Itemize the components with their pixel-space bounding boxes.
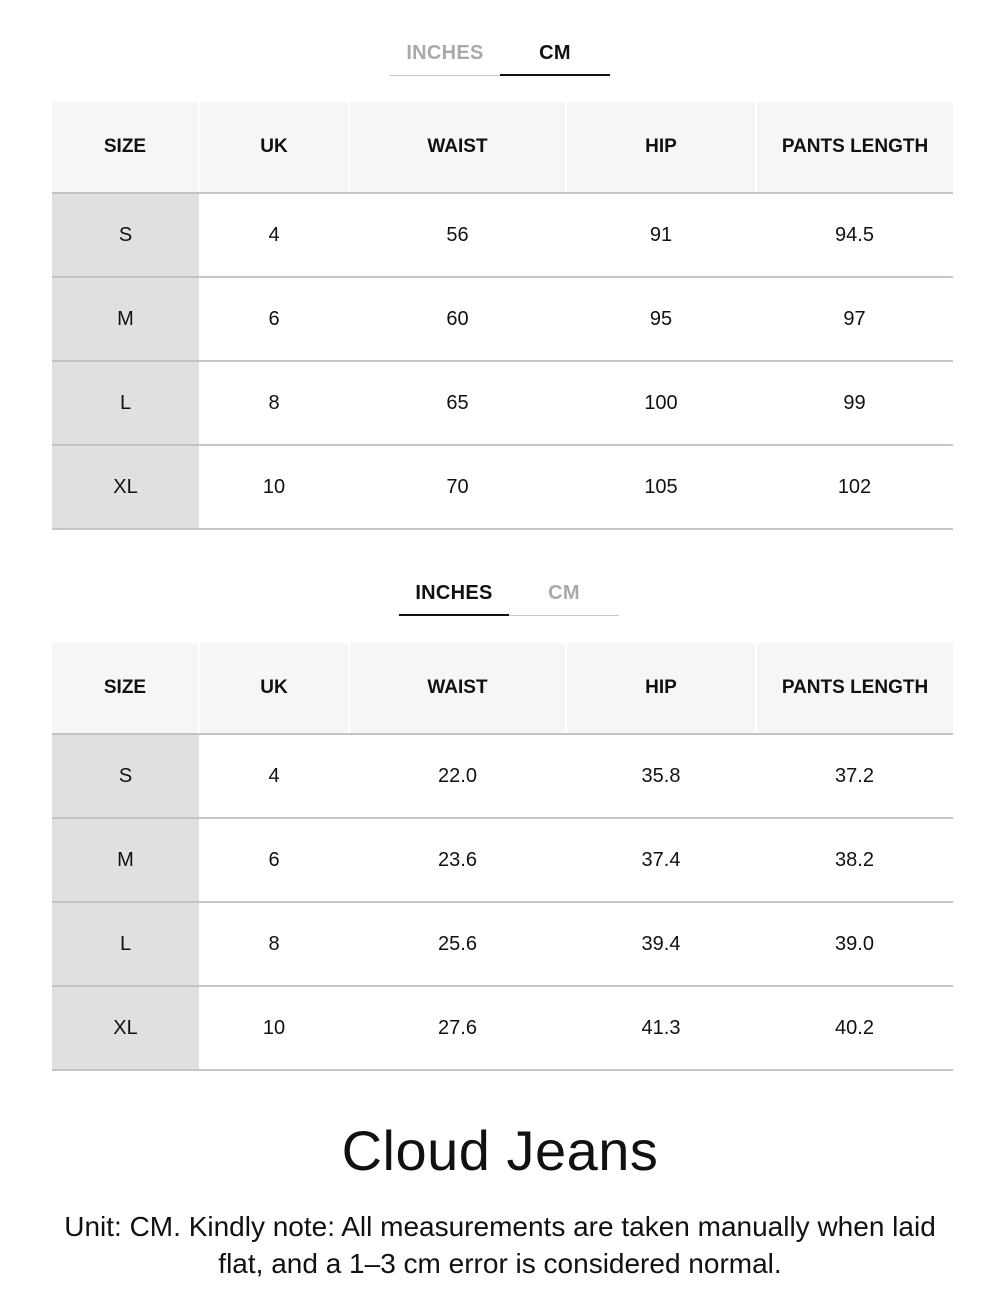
table-row — [52, 986, 953, 1070]
tab-inches[interactable]: INCHES — [390, 30, 500, 76]
pants-length-cell: 40.2 — [756, 986, 953, 1070]
hip-cell: 35.8 — [566, 734, 756, 818]
hip-cell: 41.3 — [566, 986, 756, 1070]
header-pants-length: PANTS LENGTH — [756, 643, 953, 734]
table-row — [52, 818, 953, 902]
table-row — [52, 277, 953, 361]
pants-length-cell: 102 — [756, 445, 953, 529]
tab-inches[interactable]: INCHES — [399, 570, 509, 616]
pants-length-cell: 94.5 — [756, 193, 953, 277]
pants-length-cell: 39.0 — [756, 902, 953, 986]
waist-cell: 60 — [349, 277, 566, 361]
header-waist: WAIST — [349, 643, 566, 734]
tab-cm[interactable]: CM — [509, 570, 619, 616]
size-cell: L — [52, 361, 199, 445]
size-cell: XL — [52, 445, 199, 529]
hip-cell: 105 — [566, 445, 756, 529]
waist-cell: 56 — [349, 193, 566, 277]
hip-cell: 39.4 — [566, 902, 756, 986]
uk-cell: 4 — [199, 734, 349, 818]
header-hip: HIP — [566, 102, 756, 193]
table-row — [52, 361, 953, 445]
header-uk: UK — [199, 102, 349, 193]
uk-cell: 10 — [199, 986, 349, 1070]
header-uk: UK — [199, 643, 349, 734]
measurement-note: Unit: CM. Kindly note: All measurements are taken manually when laid flat, and a 1–3 cm error is considered normal. — [64, 1211, 936, 1279]
waist-cell: 23.6 — [349, 818, 566, 902]
header-waist: WAIST — [349, 102, 566, 193]
hip-cell: 95 — [566, 277, 756, 361]
waist-cell: 25.6 — [349, 902, 566, 986]
size-cell: S — [52, 193, 199, 277]
header-hip: HIP — [566, 643, 756, 734]
table-row — [52, 734, 953, 818]
pants-length-cell: 99 — [756, 361, 953, 445]
uk-cell: 8 — [199, 361, 349, 445]
unit-tabs-inches-section — [399, 570, 619, 616]
header-pants-length: PANTS LENGTH — [756, 102, 953, 193]
size-cell: L — [52, 902, 199, 986]
hip-cell: 37.4 — [566, 818, 756, 902]
waist-cell: 65 — [349, 361, 566, 445]
size-chart-table-inches — [52, 643, 953, 1071]
size-cell: M — [52, 818, 199, 902]
table-row — [52, 445, 953, 529]
pants-length-cell: 38.2 — [756, 818, 953, 902]
size-cell: S — [52, 734, 199, 818]
waist-cell: 70 — [349, 445, 566, 529]
product-title: Cloud Jeans — [341, 1119, 659, 1182]
table-header-row — [52, 102, 953, 193]
hip-cell: 91 — [566, 193, 756, 277]
pants-length-cell: 37.2 — [756, 734, 953, 818]
uk-cell: 10 — [199, 445, 349, 529]
table-row — [52, 902, 953, 986]
hip-cell: 100 — [566, 361, 756, 445]
uk-cell: 4 — [199, 193, 349, 277]
waist-cell: 27.6 — [349, 986, 566, 1070]
uk-cell: 6 — [199, 818, 349, 902]
size-chart-table-cm — [52, 102, 953, 530]
header-size: SIZE — [52, 102, 199, 193]
header-size: SIZE — [52, 643, 199, 734]
uk-cell: 8 — [199, 902, 349, 986]
unit-tabs-cm-section — [390, 30, 610, 76]
table-header-row — [52, 643, 953, 734]
pants-length-cell: 97 — [756, 277, 953, 361]
size-cell: XL — [52, 986, 199, 1070]
tab-cm[interactable]: CM — [500, 30, 610, 76]
table-row — [52, 193, 953, 277]
waist-cell: 22.0 — [349, 734, 566, 818]
size-cell: M — [52, 277, 199, 361]
uk-cell: 6 — [199, 277, 349, 361]
